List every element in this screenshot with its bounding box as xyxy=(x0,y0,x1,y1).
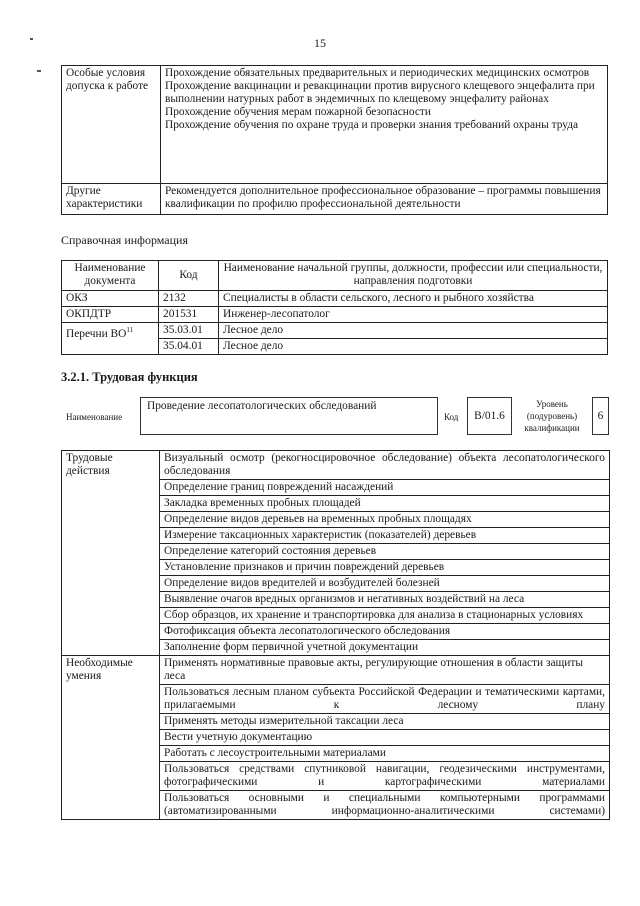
reference-cell: ОКПДТР xyxy=(62,307,159,323)
conditions-item: Прохождение вакцинации и ревакцинации против вирусного клещевого энцефалита при выполнении натурных работ в эндемичных по клещевому энцефалиту районах xyxy=(165,80,595,105)
scan-speck xyxy=(37,70,41,72)
skill-item: Применять нормативные правовые акты, регулирующие отношения в области защиты леса xyxy=(160,656,609,685)
conditions-label: Другие характеристики xyxy=(62,184,161,215)
level-value: 6 xyxy=(597,410,604,422)
action-item: Фотофиксация объекта лесопатологического обследования xyxy=(160,624,609,640)
level-box xyxy=(592,397,609,435)
reference-title: Справочная информация xyxy=(61,233,188,247)
conditions-row xyxy=(62,66,608,184)
actions-group-label: Трудовые действия xyxy=(62,451,160,656)
skill-item: Пользоваться лесным планом субъекта Российской Федерации и тематическими картами, прилагаемыми к лесному плану xyxy=(160,685,609,714)
action-item: Определение видов деревьев на временных пробных площадях xyxy=(160,512,609,528)
conditions-item: Прохождение обучения мерам пожарной безопасности xyxy=(165,106,431,118)
action-item: Измерение таксационных характеристик (показателей) деревьев xyxy=(160,528,609,544)
conditions-content xyxy=(161,66,608,184)
footnote-mark: 11 xyxy=(126,326,134,334)
level-label-line: (подуровень) xyxy=(526,411,578,421)
reference-row xyxy=(62,323,608,339)
conditions-item: Рекомендуется дополнительное профессиональное образование – программы повышения квалификации по профилю профессиональной деятельности xyxy=(165,185,601,210)
conditions-item: Прохождение обязательных предварительных и периодических медицинских осмотров xyxy=(165,67,590,79)
skill-item: Работать с лесоустроительными материалами xyxy=(160,746,609,762)
action-item: Сбор образцов, их хранение и транспортировка для анализа в стационарных условиях xyxy=(160,608,609,624)
function-name-value: Проведение лесопатологических обследований xyxy=(147,400,377,412)
function-code-value: B/01.6 xyxy=(474,410,505,422)
actions-group-items xyxy=(160,451,610,656)
reference-header: Наименование начальной группы, должности, профессии или специальности, направления подготовки xyxy=(219,261,608,291)
action-item: Определение видов вредителей и возбудителей болезней xyxy=(160,576,609,592)
reference-cell: Лесное дело xyxy=(219,339,608,355)
actions-group-label: Необходимые умения xyxy=(62,656,160,820)
actions-table xyxy=(61,450,610,820)
reference-cell: Лесное дело xyxy=(219,323,608,339)
level-label-line: квалификации xyxy=(524,423,580,433)
reference-cell xyxy=(62,323,159,355)
reference-cell: 201531 xyxy=(159,307,219,323)
reference-cell: ОКЗ xyxy=(62,291,159,307)
reference-table xyxy=(61,260,608,355)
skill-item: Пользоваться основными и специальными компьютерными программами (автоматизированными информационно-аналитическими системами) xyxy=(164,792,605,817)
skill-item: Вести учетную документацию xyxy=(160,730,609,746)
level-label-line: Уровень xyxy=(536,399,568,409)
actions-group-row xyxy=(62,451,610,656)
conditions-row xyxy=(62,184,608,215)
level-label xyxy=(514,398,590,434)
conditions-table xyxy=(61,65,608,215)
action-item: Установление признаков и причин повреждений деревьев xyxy=(160,560,609,576)
action-item: Выявление очагов вредных организмов и негативных воздействий на леса xyxy=(160,592,609,608)
scan-speck xyxy=(30,38,33,40)
actions-group-row xyxy=(62,656,610,820)
function-title: 3.2.1. Трудовая функция xyxy=(61,370,198,384)
reference-doc-name: Перечни ВО xyxy=(66,327,127,340)
reference-header: Код xyxy=(159,261,219,291)
reference-row xyxy=(62,291,608,307)
action-item: Определение границ повреждений насаждений xyxy=(160,480,609,496)
page-number: 15 xyxy=(314,36,326,50)
actions-group-items xyxy=(160,656,610,820)
conditions-content xyxy=(161,184,608,215)
reference-cell: Инженер-лесопатолог xyxy=(219,307,608,323)
skill-item: Применять методы измерительной таксации леса xyxy=(160,714,609,730)
reference-cell: 35.04.01 xyxy=(159,339,219,355)
reference-cell: 2132 xyxy=(159,291,219,307)
reference-header: Наименование документа xyxy=(62,261,159,291)
skill-item: Пользоваться средствами спутниковой навигации, геодезическими инструментами, фотографическими и картографическими материалами xyxy=(160,762,609,791)
name-label: Наименование xyxy=(66,412,123,422)
action-item: Определение категорий состояния деревьев xyxy=(160,544,609,560)
reference-cell: Специалисты в области сельского, лесного и рыбного хозяйства xyxy=(219,291,608,307)
reference-header-row xyxy=(62,261,608,291)
function-name-box xyxy=(140,397,438,435)
reference-cell: 35.03.01 xyxy=(159,323,219,339)
action-item: Заполнение форм первичной учетной документации xyxy=(164,641,419,653)
conditions-label: Особые условия допуска к работе xyxy=(62,66,161,184)
code-label: Код xyxy=(444,412,459,422)
function-code-box xyxy=(467,397,512,435)
action-item: Закладка временных пробных площадей xyxy=(160,496,609,512)
reference-row xyxy=(62,307,608,323)
conditions-item: Прохождение обучения по охране труда и проверки знания требований охраны труда xyxy=(165,119,579,131)
action-item: Визуальный осмотр (рекогносцировочное обследование) объекта лесопатологического обследования xyxy=(160,451,609,480)
